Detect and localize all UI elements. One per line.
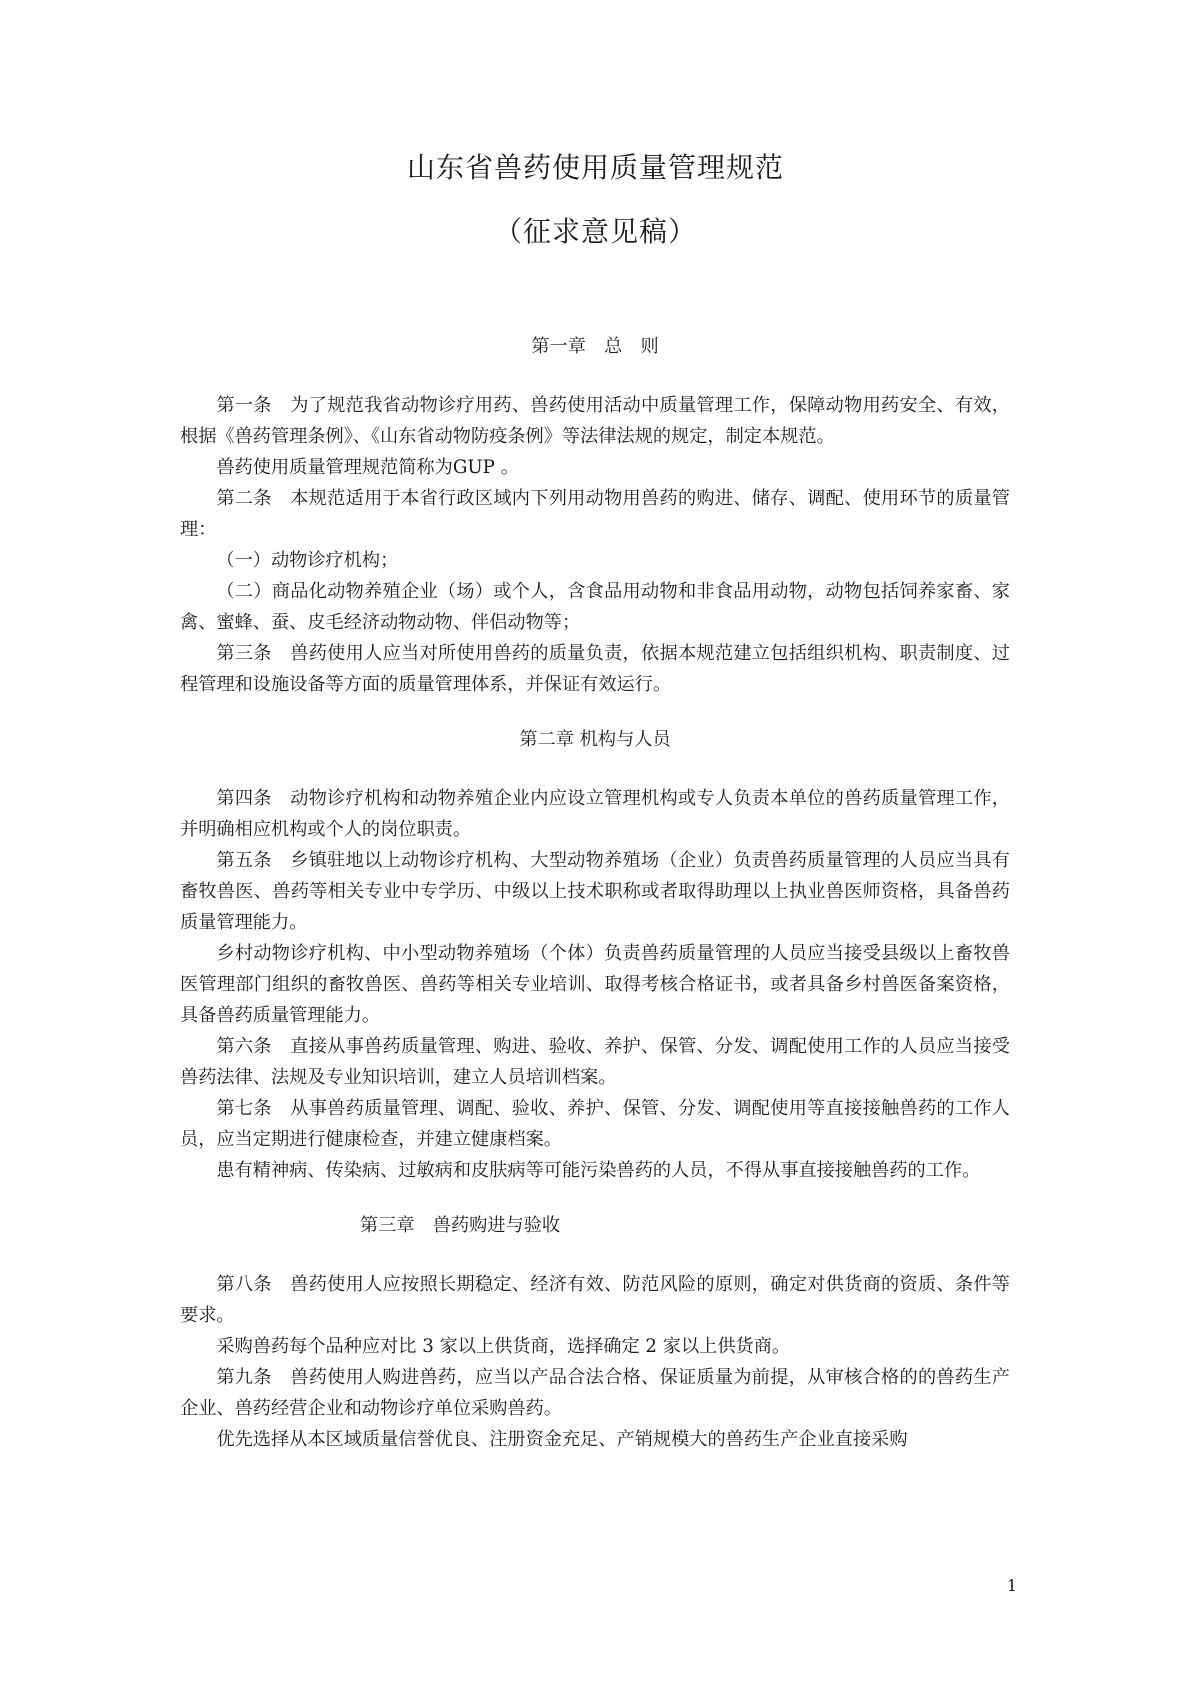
article-paragraph: 第四条 动物诊疗机构和动物养殖企业内应设立管理机构或专人负责本单位的兽药质量管理工作，并明确相应机构或个人的岗位职责。	[180, 788, 1010, 840]
article-paragraph: 第七条 从事兽药质量管理、调配、验收、养护、保管、分发、调配使用等直接接触兽药的工作人员，应当定期进行健康检查，并建立健康档案。	[180, 1098, 1010, 1150]
article-paragraph: （一）动物诊疗机构；	[216, 550, 399, 571]
article-paragraph: 第五条 乡镇驻地以上动物诊疗机构、大型动物养殖场（企业）负责兽药质量管理的人员应当具有畜牧兽医、兽药等相关专业中专学历、中级以上技术职称或者取得助理以上执业兽医师资格，具备兽药质量管理能力。	[180, 850, 1010, 933]
chapter-heading: 第二章 机构与人员	[519, 729, 671, 750]
article-paragraph: 第一条 为了规范我省动物诊疗用药、兽药使用活动中质量管理工作，保障动物用药安全、有效，根据《兽药管理条例》、《山东省动物防疫条例》等法律法规的规定，制定本规范。	[180, 395, 1010, 447]
article-paragraph: 第九条 兽药使用人购进兽药，应当以产品合法合格、保证质量为前提，从审核合格的的兽药生产企业、兽药经营企业和动物诊疗单位采购兽药。	[180, 1367, 1010, 1419]
document-body	[180, 331, 1010, 1455]
chapter-heading: 第三章 兽药购进与验收	[360, 1215, 561, 1236]
article-paragraph: 乡村动物诊疗机构、中小型动物养殖场（个体）负责兽药质量管理的人员应当接受县级以上畜牧兽医管理部门组织的畜牧兽医、兽药等相关专业培训、取得考核合格证书，或者具备乡村兽医备案资格，具备兽药质量管理能力。	[180, 943, 1010, 1026]
article-paragraph: 第二条 本规范适用于本省行政区域内下列用动物用兽药的购进、储存、调配、使用环节的质量管理：	[180, 488, 1010, 540]
document-title: 山东省兽药使用质量管理规范	[406, 151, 784, 184]
article-paragraph: 采购兽药每个品种应对比 3 家以上供货商，选择确定 2 家以上供货商。	[216, 1336, 791, 1357]
page-number: 1	[1006, 1576, 1017, 1595]
chapter-heading: 第一章 总 则	[531, 336, 659, 357]
article-paragraph: 第三条 兽药使用人应当对所使用兽药的质量负责，依据本规范建立包括组织机构、职责制度、过程管理和设施设备等方面的质量管理体系，并保证有效运行。	[180, 643, 1010, 695]
article-paragraph: 优先选择从本区域质量信誉优良、注册资金充足、产销规模大的兽药生产企业直接采购	[216, 1429, 908, 1450]
article-paragraph: 兽药使用质量管理规范简称为GUP 。	[216, 457, 519, 478]
article-paragraph: 第八条 兽药使用人应按照长期稳定、经济有效、防范风险的原则，确定对供货商的资质、条件等要求。	[180, 1274, 1010, 1326]
article-paragraph: 第六条 直接从事兽药质量管理、购进、验收、养护、保管、分发、调配使用工作的人员应当接受兽药法律、法规及专业知识培训，建立人员培训档案。	[180, 1036, 1010, 1088]
article-paragraph: （二）商品化动物养殖企业（场）或个人，含食品用动物和非食品用动物，动物包括饲养家畜、家禽、蜜蜂、蚕、皮毛经济动物动物、伴侣动物等；	[180, 581, 1010, 633]
article-paragraph: 患有精神病、传染病、过敏病和皮肤病等可能污染兽药的人员，不得从事直接接触兽药的工作。	[216, 1160, 981, 1181]
document-subtitle: （征求意见稿）	[493, 215, 697, 248]
